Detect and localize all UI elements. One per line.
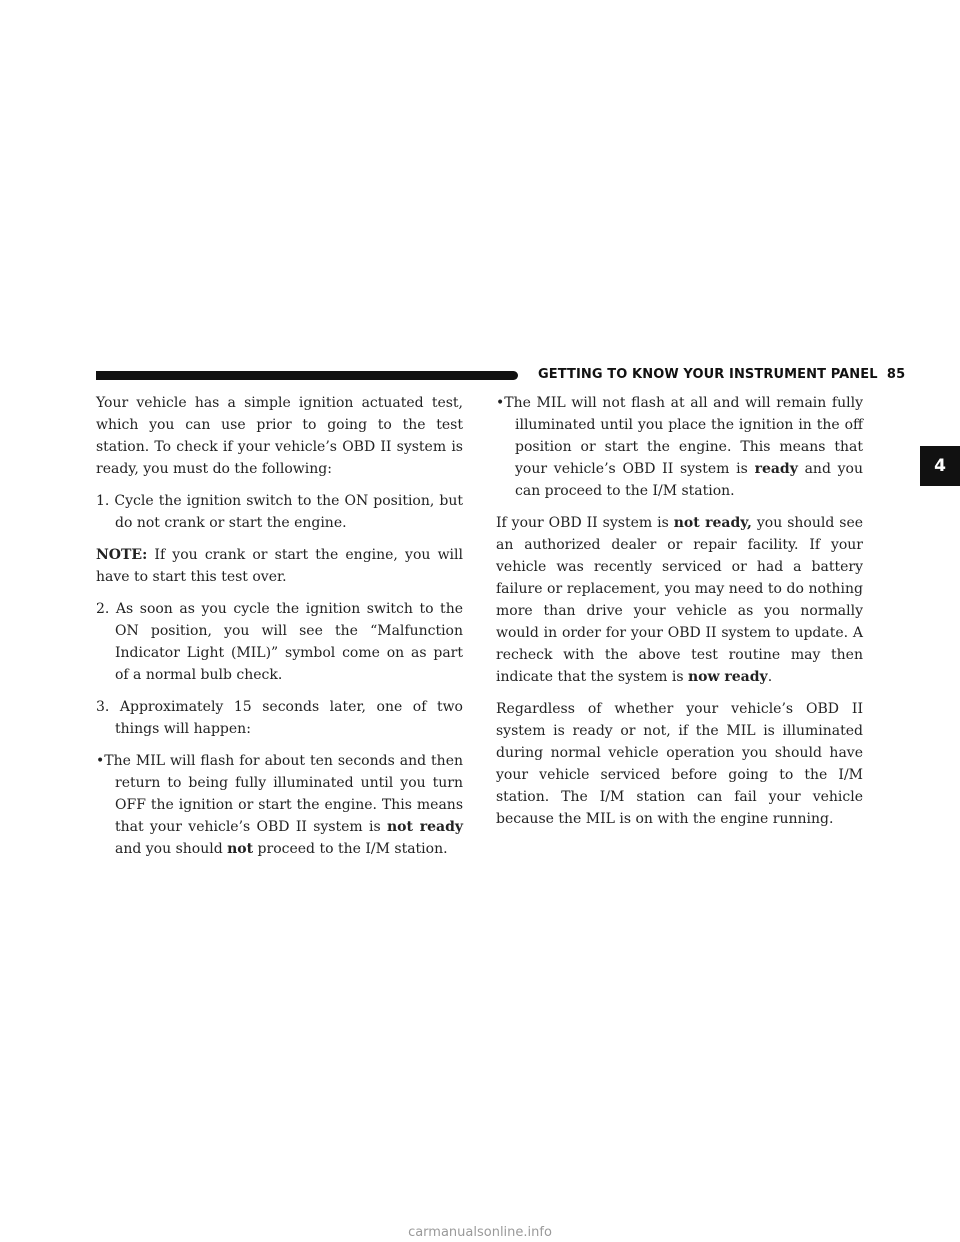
bullet-mil-steady-text-2: and you can proceed to the I/M station. xyxy=(515,461,863,499)
not-ready-text-3: . xyxy=(767,669,773,685)
chapter-tab: 4 xyxy=(920,446,960,486)
not-ready-text-2: you should see an authorized dealer or repair facility. If your vehicle was recently serviced or had a battery failure or replacement, you may need to do nothing more than drive your vehicle as you normally would in order for your OBD II system to update. A recheck with the above test routine may then indicate that the system is xyxy=(496,515,864,685)
watermark-footer: carmanualsonline.info xyxy=(408,1225,552,1240)
emphasis-not-ready: not ready xyxy=(387,819,464,835)
bullet-mil-steady-text: •The MIL will not flash at all and will remain fully illuminated until you place the ignition in the off position or start the engine. This means that your vehicle’s OBD II system is xyxy=(496,395,863,477)
not-ready-text: If your OBD II system is xyxy=(496,515,674,531)
page-number: 85 xyxy=(886,367,906,382)
bullet-mil-flash-text-3: proceed to the I/M station. xyxy=(253,841,448,857)
step-2: 2. As soon as you cycle the ignition switch to the ON position, you will see the “Malfunction Indicator Light (MIL)” symbol come on as part of a normal bulb check. xyxy=(96,601,463,683)
emphasis-not-ready-2: not ready, xyxy=(673,515,752,531)
note-label: NOTE: xyxy=(96,547,148,563)
step-1: 1. Cycle the ignition switch to the ON position, but do not crank or start the engine. xyxy=(96,493,463,531)
bullet-mil-steady xyxy=(496,392,863,502)
header-rule xyxy=(96,371,518,380)
emphasis-not: not xyxy=(227,841,254,857)
step-3: 3. Approximately 15 seconds later, one of two things will happen: xyxy=(96,699,463,737)
right-column xyxy=(496,392,863,840)
bullet-mil-flash-text-2: and you should xyxy=(115,841,228,857)
note-paragraph xyxy=(96,544,463,588)
not-ready-paragraph xyxy=(496,512,863,688)
left-column xyxy=(96,392,463,870)
emphasis-ready: ready xyxy=(754,461,798,477)
bullet-mil-flash-text: •The MIL will flash for about ten seconds and then return to being fully illuminated until you turn OFF the ignition or start the engine. This means that your vehicle’s OBD II system is xyxy=(96,753,463,835)
regardless-paragraph: Regardless of whether your vehicle’s OBD II system is ready or not, if the MIL is illuminated during normal vehicle operation you should have your vehicle serviced before going to the I/M station. The I/M station can fail your vehicle because the MIL is on with the engine running. xyxy=(496,701,863,827)
bullet-mil-flash xyxy=(96,750,463,860)
section-title: GETTING TO KNOW YOUR INSTRUMENT PANEL xyxy=(538,367,878,382)
emphasis-now-ready: now ready xyxy=(687,669,768,685)
note-text: If you crank or start the engine, you will have to start this test over. xyxy=(96,547,463,585)
running-header xyxy=(538,367,906,382)
intro-paragraph: Your vehicle has a simple ignition actuated test, which you can use prior to going to the test station. To check if your vehicle’s OBD II system is ready, you must do the following: xyxy=(96,395,463,477)
